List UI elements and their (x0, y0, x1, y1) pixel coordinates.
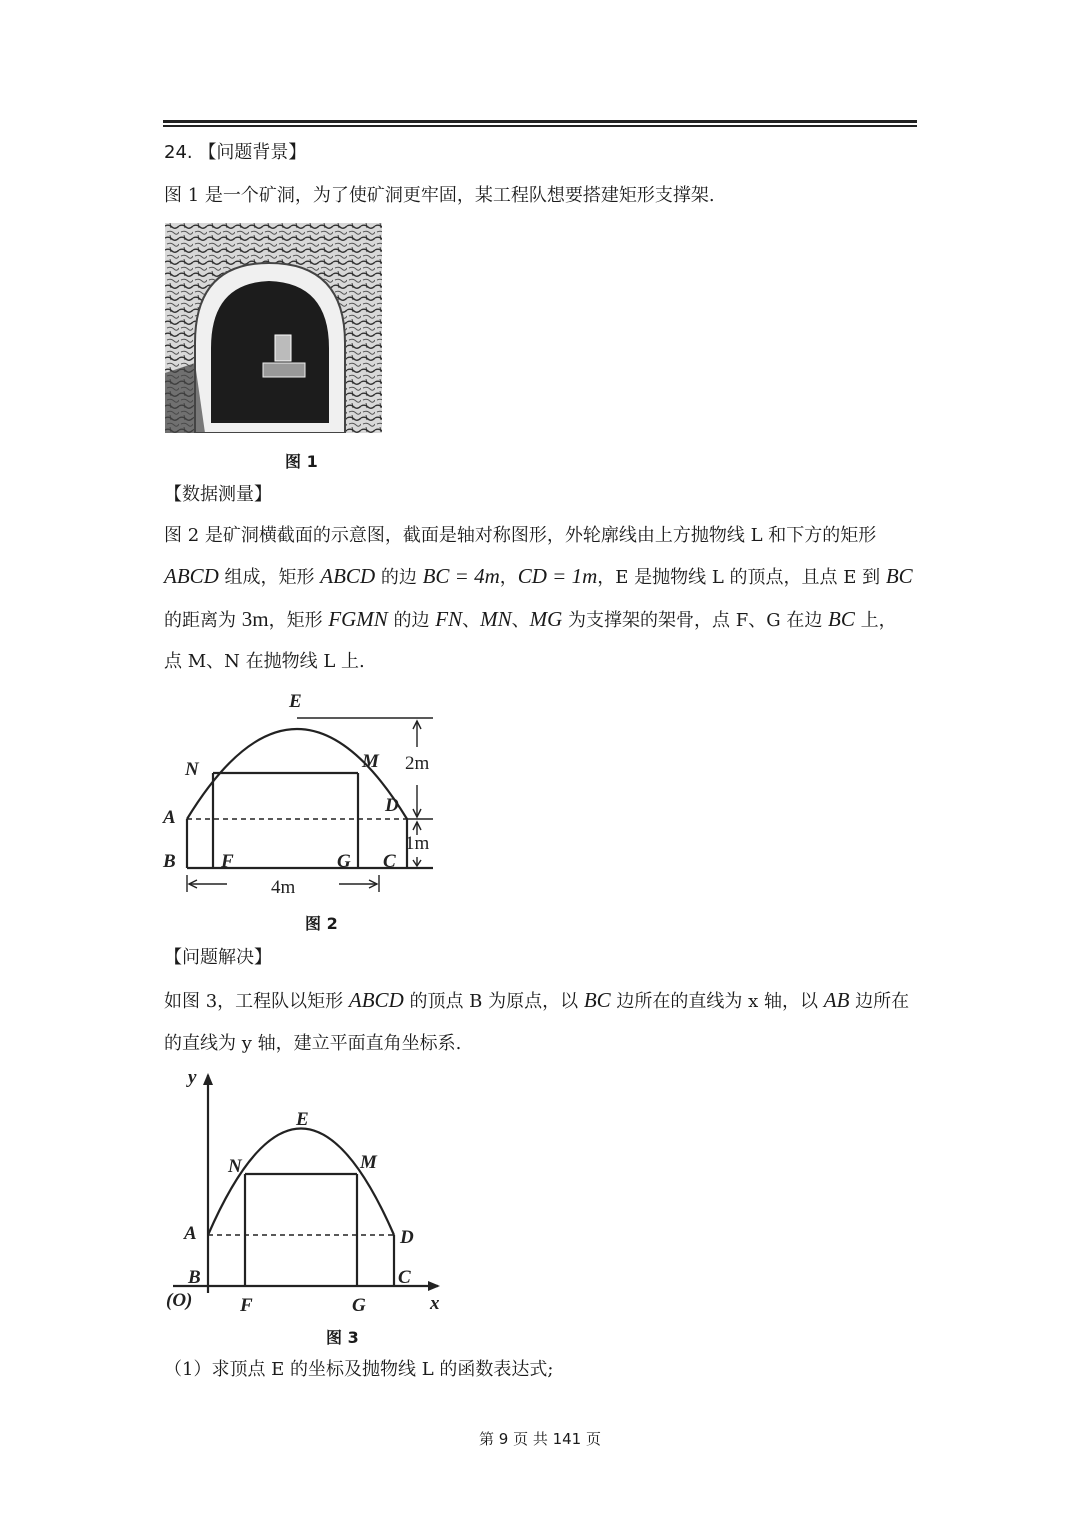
part-1-question: （1）求顶点 E 的坐标及抛物线 L 的函数表达式; (164, 1359, 554, 1380)
value-3m: 3m (241, 607, 269, 631)
fig3-label-o: (O) (166, 1290, 193, 1311)
fig3-label-m: M (360, 1152, 377, 1173)
fig2-label-f: F (221, 851, 234, 872)
fig2-dim-4m: 4m (271, 877, 296, 898)
fig2-label-a: A (163, 807, 176, 828)
fig3-label-e: E (296, 1109, 309, 1130)
text-frag: 边所在 (849, 991, 910, 1012)
term-bc: BC (828, 607, 855, 631)
fig3-label-c: C (398, 1267, 411, 1288)
text-frag: 为支撑架的架骨，点 F、G 在边 (562, 610, 829, 631)
fig2-label-g: G (337, 851, 351, 872)
eq-cd: CD = 1m (517, 564, 598, 588)
fig3-label-y: y (188, 1067, 197, 1088)
fig2-label-n: N (185, 759, 199, 780)
fig2-dim-1m: 1m (405, 833, 430, 854)
text-frag: 如图 3，工程队以矩形 (164, 991, 349, 1012)
fig2-dim-2m: 2m (405, 753, 430, 774)
question-number: 24. (164, 142, 193, 163)
text-frag: 的边 (375, 567, 423, 588)
fig3-label-a: A (184, 1223, 197, 1244)
text-frag: 、 (511, 610, 530, 631)
header-rule-thin (163, 125, 917, 127)
term-abcd: ABCD (320, 564, 376, 588)
fig3-label-b: B (188, 1267, 201, 1288)
term-mn: MN (480, 607, 512, 631)
fig3-label-d: D (400, 1227, 414, 1248)
fig2-label-b: B (163, 851, 176, 872)
fig2-cross-section-diagram (155, 685, 445, 900)
fig2-label-m: M (362, 751, 379, 772)
section-background: 【问题背景】 (198, 142, 307, 163)
text-frag: ，E 是抛物线 L 的顶点，且点 E 到 (597, 567, 886, 588)
fig2-caption: 图 2 (305, 914, 338, 933)
term-fn: FN (435, 607, 463, 631)
fig1-tunnel-photo (165, 223, 382, 433)
text-frag: ，矩形 (268, 610, 329, 631)
text-frag: 、 (462, 610, 481, 631)
fig3-label-n: N (228, 1156, 242, 1177)
data-line-4: 点 M、N 在抛物线 L 上. (164, 651, 365, 672)
term-bc: BC (583, 988, 611, 1012)
text-frag: 上， (854, 610, 897, 631)
data-line-1: 图 2 是矿洞横截面的示意图，截面是轴对称图形，外轮廓线由上方抛物线 L 和下方的矩形 (164, 525, 877, 546)
text-frag: 边所在的直线为 x 轴，以 (610, 991, 824, 1012)
text-frag: 组成，矩形 (218, 567, 321, 588)
fig3-coordinate-diagram (158, 1063, 458, 1323)
data-line-3 (164, 607, 897, 633)
fig2-label-c: C (383, 851, 396, 872)
term-abcd: ABCD (348, 988, 404, 1012)
term-abcd: ABCD (164, 564, 219, 588)
fig3-label-g: G (352, 1295, 366, 1316)
solve-line-2: 的直线为 y 轴，建立平面直角坐标系. (164, 1033, 462, 1054)
page-footer: 第 9 页 共 141 页 (478, 1430, 601, 1448)
data-line-2 (164, 564, 913, 590)
eq-bc: BC = 4m (422, 564, 500, 588)
term-ab: AB (823, 988, 850, 1012)
fig2-label-e: E (289, 691, 302, 712)
term-bc: BC (885, 564, 913, 588)
question-heading (164, 141, 306, 165)
text-frag: ， (499, 567, 518, 588)
fig2-label-d: D (385, 795, 399, 816)
fig3-caption: 图 3 (326, 1328, 359, 1347)
fig3-label-x: x (430, 1293, 440, 1314)
section-data: 【数据测量】 (164, 484, 272, 505)
fig3-parabola-l (208, 1129, 394, 1236)
solve-line-1 (164, 988, 909, 1014)
term-fgmn: FGMN (328, 607, 388, 631)
header-rule-thick (163, 120, 917, 123)
background-text: 图 1 是一个矿洞，为了使矿洞更牢固，某工程队想要搭建矩形支撑架. (164, 185, 715, 206)
term-mg: MG (529, 607, 563, 631)
text-frag: 的边 (387, 610, 436, 631)
section-solve: 【问题解决】 (164, 947, 272, 968)
text-frag: 的距离为 (164, 610, 242, 631)
fig1-caption: 图 1 (285, 452, 318, 471)
text-frag: 的顶点 B 为原点，以 (403, 991, 584, 1012)
fig3-label-f: F (240, 1295, 253, 1316)
